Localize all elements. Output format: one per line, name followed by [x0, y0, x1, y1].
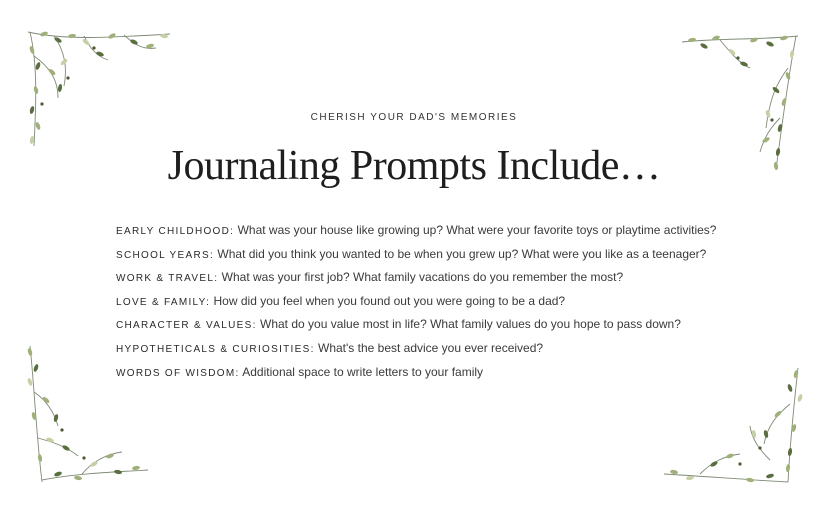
prompt-category: HYPOTHETICALS & CURIOSITIES: [116, 343, 315, 355]
prompt-category: SCHOOL YEARS: [116, 249, 215, 261]
prompt-list [116, 219, 776, 384]
prompt-item-school-years [116, 243, 776, 267]
prompt-item-love-family [116, 290, 776, 314]
prompt-item-work-travel [116, 266, 776, 290]
botanical-sprig-icon [24, 26, 174, 150]
prompt-category: LOVE & FAMILY: [116, 296, 211, 308]
prompt-item-words-of-wisdom [116, 361, 776, 385]
prompt-text: What was your first job? What family vacations do you remember the most? [221, 270, 624, 285]
page-title: Journaling Prompts Include… [167, 143, 661, 189]
prompt-category: EARLY CHILDHOOD: [116, 226, 235, 237]
prompt-item-character-values [116, 313, 776, 337]
prompt-category: WORK & TRAVEL: [116, 273, 219, 285]
prompt-text: What was your house like growing up? What were your favorite toys or playtime activities? [237, 223, 717, 237]
prompt-text: What's the best advice you ever received? [318, 340, 544, 355]
prompt-text: How did you feel when you found out you were going to be a dad? [213, 293, 566, 308]
prompt-item-early-childhood [116, 219, 776, 243]
prompt-text: Additional space to write letters to your family [242, 364, 484, 379]
prompt-text: What did you think you wanted to be when you grew up? What were you like as a teenager? [217, 246, 707, 261]
prompt-item-hypotheticals [116, 337, 776, 361]
prompt-category: WORDS OF WISDOM: [116, 367, 240, 379]
prompt-category: CHARACTER & VALUES: [116, 320, 257, 332]
eyebrow-heading: CHERISH YOUR DAD'S MEMORIES [310, 112, 518, 123]
prompt-text: What do you value most in life? What family values do you hope to pass down? [260, 317, 681, 332]
